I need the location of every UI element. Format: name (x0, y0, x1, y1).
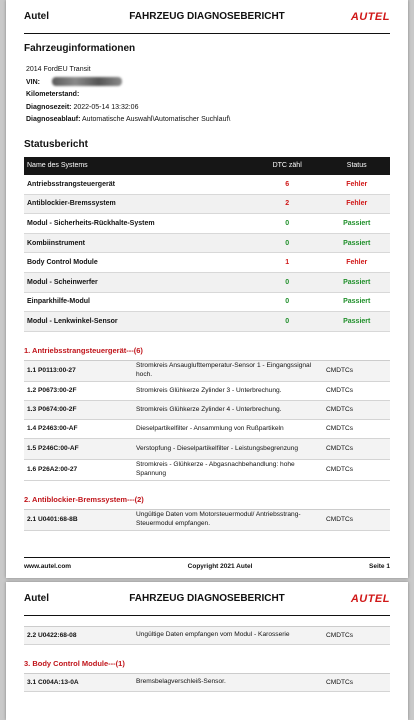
footer-copyright: Copyright 2021 Autel (187, 563, 253, 570)
system-status: Passiert (320, 214, 390, 234)
brand-name: Autel (24, 11, 49, 22)
system-status: Fehler (320, 194, 390, 214)
brand-name-2: Autel (24, 593, 49, 604)
dtc-row (24, 420, 390, 439)
dtc-code: 2.2 U0422:68-08 (27, 632, 77, 639)
dtc-type: CMDTCs (326, 445, 354, 453)
dtc-type: CMDTCs (326, 466, 354, 474)
dtc-code: 1.2 P0673:00-2F (27, 387, 77, 395)
diag-flow-value: Automatische Auswahl\Automatischer Suchlauf\ (82, 116, 231, 123)
dtc-count: 0 (251, 272, 321, 292)
dtc-description: Stromkreis Ansauglufttemperatur-Sensor 1 - Eingangssignal hoch. (136, 362, 312, 378)
status-table-body (24, 175, 390, 332)
system-status: Fehler (320, 175, 390, 195)
system-name: Einparkhilfe-Modul (24, 292, 251, 312)
vin-redacted (52, 77, 122, 86)
dtc-row (24, 401, 390, 420)
system-name: Modul - Scheinwerfer (24, 272, 251, 292)
dtc-type: CMDTCs (326, 387, 354, 395)
status-row (24, 292, 390, 312)
diag-time-label: Diagnosezeit: (26, 103, 72, 111)
col-system-name: Name des Systems (24, 157, 251, 175)
dtc-group-title: 2. Antiblockier-Bremssystem---(2) (24, 494, 144, 504)
dtc-type: CMDTCs (326, 516, 354, 524)
status-row (24, 272, 390, 292)
autel-logo-2: AUTEL (350, 592, 390, 605)
dtc-row (24, 361, 390, 382)
status-table-header (24, 157, 390, 175)
dtc-count: 2 (251, 194, 321, 214)
mileage-label: Kilometerstand: (26, 91, 80, 98)
dtc-group-title: 1. Antriebsstrangsteuergerät---(6) (24, 345, 143, 355)
dtc-table (24, 509, 390, 531)
dtc-code: 1.6 P26A2:00-27 (27, 466, 78, 474)
footer-site: www.autel.com (24, 563, 72, 570)
vin-label: VIN: (26, 78, 40, 86)
status-row (24, 194, 390, 214)
dtc-row (24, 460, 390, 481)
dtc-code: 1.3 P0674:00-2F (27, 406, 77, 414)
page-footer (24, 557, 390, 570)
report-page-2 (6, 582, 408, 720)
system-name: Antiblockier-Bremssystem (24, 194, 251, 214)
dtc-count: 0 (251, 312, 321, 332)
status-table (24, 157, 390, 332)
dtc-type: CMDTCs (326, 679, 354, 686)
dtc-code: 1.4 P2463:00-AF (27, 425, 78, 433)
report-page-1 (6, 0, 408, 578)
autel-logo: AUTEL (350, 10, 390, 23)
system-status: Passiert (320, 312, 390, 332)
dtc-code: 1.5 P246C:00-AF (27, 445, 79, 453)
dtc-description: Dieselpartikelfilter - Ansammlung von Rußpartikeln (136, 424, 284, 432)
dtc-count: 0 (251, 233, 321, 253)
system-name: Modul - Lenkwinkel-Sensor (24, 312, 251, 332)
dtc-count: 0 (251, 214, 321, 234)
dtc-table (24, 360, 390, 481)
dtc-count: 6 (251, 175, 321, 195)
status-row (24, 253, 390, 273)
system-name: Antriebsstrangsteuergerät (24, 175, 251, 195)
dtc-description: Stromkreis Glühkerze Zylinder 4 - Unterbrechung. (136, 405, 282, 413)
dtc-count: 1 (251, 253, 321, 273)
vehicle-info (24, 64, 390, 127)
dtc-count: 0 (251, 292, 321, 312)
dtc-description: Ungültige Daten empfangen vom Modul - Karosserie (136, 631, 290, 639)
report-title-2: FAHRZEUG DIAGNOSEBERICHT (129, 593, 285, 604)
report-title: FAHRZEUG DIAGNOSEBERICHT (129, 11, 285, 22)
system-name: Body Control Module (24, 253, 251, 273)
dtc-type: CMDTCs (326, 632, 354, 639)
dtc-row (24, 627, 390, 645)
dtc-table-p2-second (24, 673, 390, 692)
dtc-description: Bremsbelagverschleiß-Sensor. (136, 678, 226, 686)
col-dtc-count: DTC zähl (251, 157, 321, 175)
dtc-code: 2.1 U0401:68-8B (27, 516, 78, 524)
page-header-2 (24, 582, 390, 616)
vin-row (26, 77, 390, 90)
diag-time-value: 2022-05-14 13:32:06 (73, 103, 139, 111)
diag-time-row (26, 102, 390, 115)
dtc-group-title-3: 3. Body Control Module---(1) (24, 659, 125, 668)
diag-flow-label: Diagnoseablauf: (26, 116, 81, 123)
status-row (24, 312, 390, 332)
status-row (24, 233, 390, 253)
dtc-code: 1.1 P0113:00-27 (27, 367, 76, 375)
status-report-title: Statusbericht (24, 138, 88, 150)
dtc-row (24, 510, 390, 531)
dtc-type: CMDTCs (326, 425, 354, 433)
dtc-description: Stromkreis Glühkerze Zylinder 3 - Unterbrechung. (136, 386, 282, 394)
dtc-description: Verstopfung - Dieselpartikelfilter - Leistungsbegrenzung (136, 444, 299, 452)
system-name: Kombiinstrument (24, 233, 251, 253)
system-status: Passiert (320, 292, 390, 312)
col-status: Status (320, 157, 390, 175)
vehicle-model: 2014 FordEU Transit (26, 66, 91, 73)
footer-page-number: Seite 1 (369, 563, 390, 570)
dtc-type: CMDTCs (326, 406, 354, 414)
dtc-code: 3.1 C004A:13-0A (27, 679, 79, 686)
mileage-row (26, 89, 390, 102)
status-row (24, 214, 390, 234)
status-row (24, 175, 390, 195)
dtc-description: Ungültige Daten vom Motorsteuermodul/ Antriebsstrang-Steuermodul empfangen. (136, 511, 301, 527)
dtc-row (24, 439, 390, 460)
dtc-table-p2-first (24, 626, 390, 645)
dtc-row (24, 382, 390, 401)
dtc-type: CMDTCs (326, 367, 354, 375)
diag-flow-row (26, 114, 390, 127)
vehicle-info-title: Fahrzeuginformationen (24, 43, 136, 54)
system-status: Fehler (320, 253, 390, 273)
dtc-description: Stromkreis - Glühkerze - Abgasnachbehandlung: hohe Spannung (136, 461, 295, 477)
system-name: Modul - Sicherheits-Rückhalte-System (24, 214, 251, 234)
system-status: Passiert (320, 233, 390, 253)
dtc-groups (24, 346, 390, 531)
system-status: Passiert (320, 272, 390, 292)
dtc-row (24, 674, 390, 692)
page-header (24, 0, 390, 34)
